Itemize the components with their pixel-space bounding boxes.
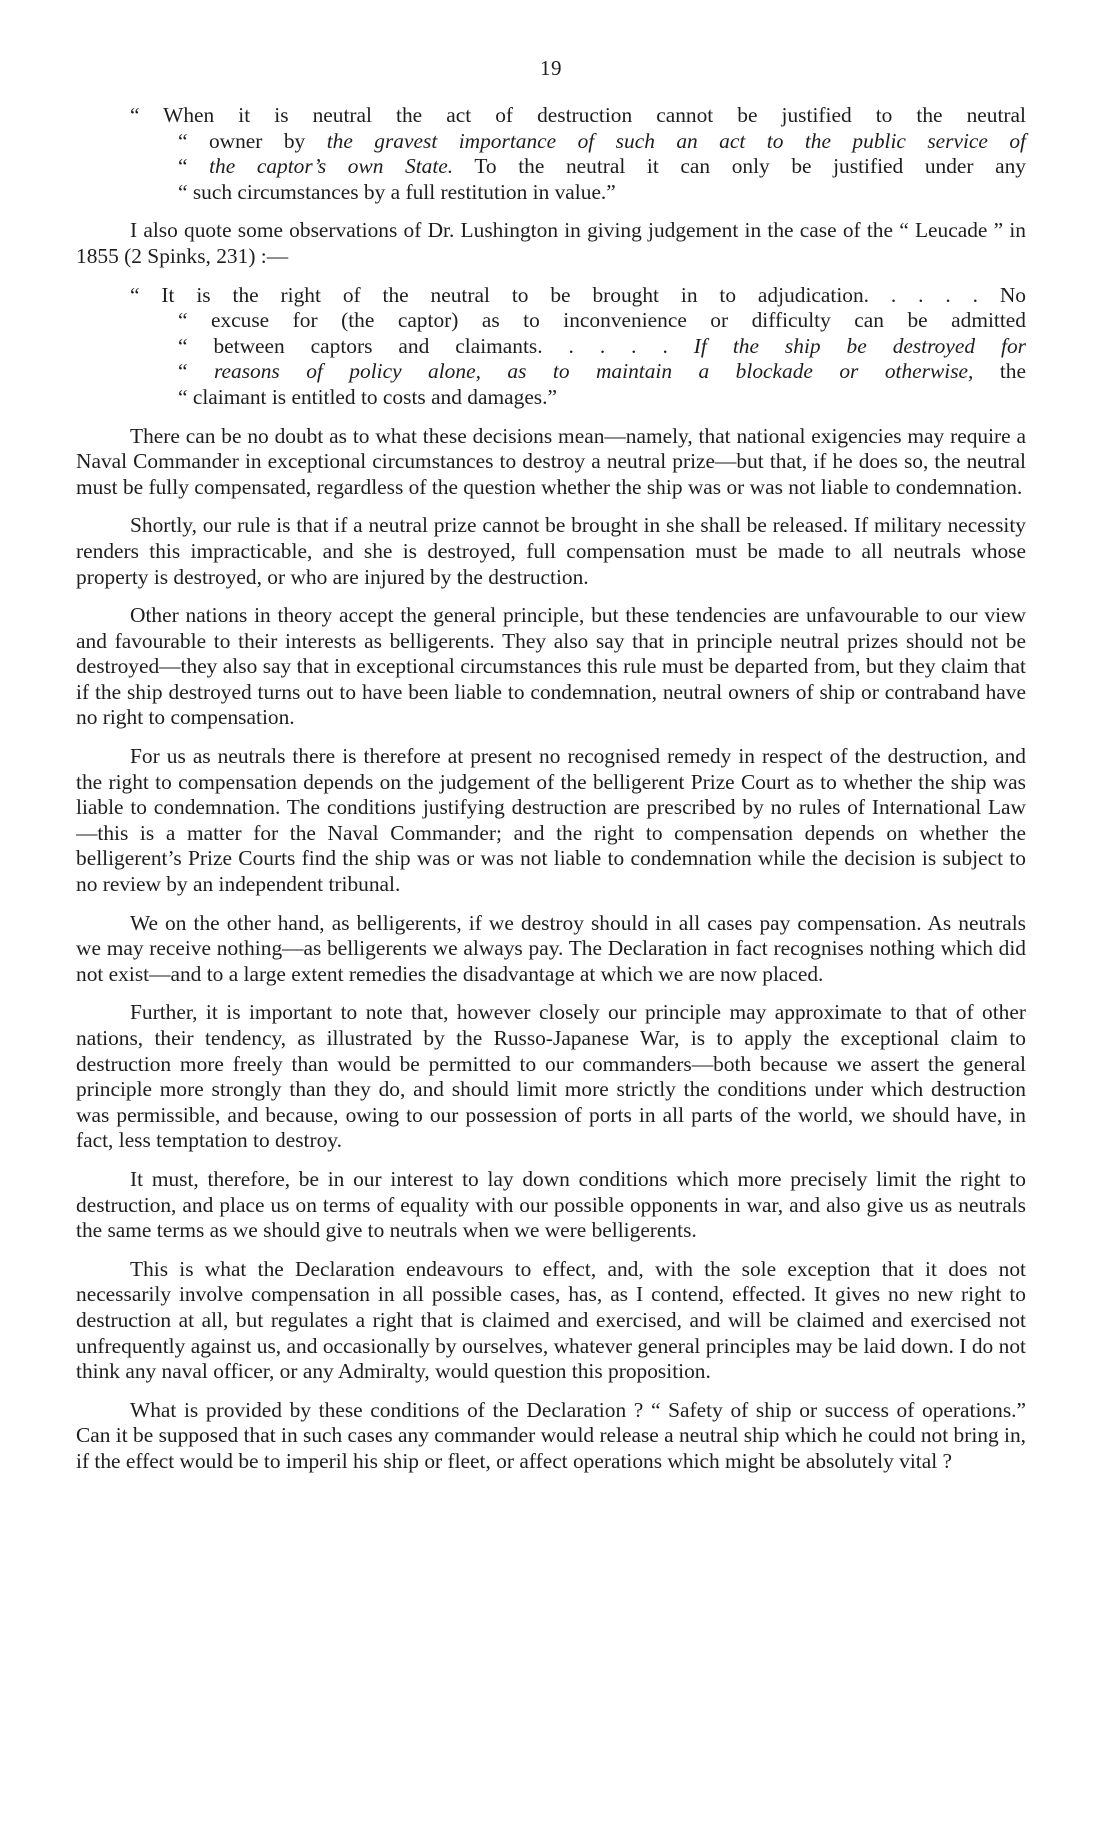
paragraph-as-belligerents: We on the other hand, as belligerents, if we destroy should in all cases pay compensation. As neutrals we may receive nothing—as belligerents we always pay. The Declaration in fact recognises nothing which did not exist—and to a large extent remedies the disadvantage at which we are now placed. xyxy=(76,910,1026,986)
quote-line: “ It is the right of the neutral to be brought in to adjudication. . . . . No xyxy=(130,282,1026,307)
paragraph-lushington-intro: I also quote some observations of Dr. Lushington in giving judgement in the case of the “ Leucade ” in 1855 (2 Spinks, 231) :— xyxy=(76,218,1026,268)
emphasis-text: If the ship be destroyed for xyxy=(693,333,1026,358)
emphasis-text: the gravest importance of such an act to the public service of xyxy=(326,128,1027,153)
quote-line: “ the captor’s own State. To the neutral it can only be justified under any xyxy=(178,154,1026,179)
paragraph-further-important: Further, it is important to note that, however closely our principle may approximate to that of other nations, their tendency, as illustrated by the Russo-Japanese War, is to apply the exceptional claim to destruction more freely than would be permitted to our commanders—both because we assert the general principle more strongly than they do, and should limit more strictly the conditions under which destruction was permissible, and because, owing to our possession of ports in all parts of the world, we should have, in fact, less temptation to destroy. xyxy=(76,1000,1026,1153)
paragraph-conditions-provided: What is provided by these conditions of the Declaration ? “ Safety of ship or success of operations.” Can it be supposed that in such cases any commander would release a neutral ship which he could not bring in, if the effect would be to imperil his ship or fleet, or affect operations which might be absolutely vital ? xyxy=(76,1397,1026,1473)
emphasis-text: reasons of policy alone, as to maintain a blockade or otherwise, xyxy=(213,359,974,384)
quote-line: “ owner by the gravest importance of such an act to the public service of xyxy=(178,128,1027,153)
paragraph-our-interest: It must, therefore, be in our interest to lay down conditions which more precisely limit the right to destruction, and place us on terms of equality with our possible opponents in war, and also give us as neutrals the same terms as we should give to neutrals when we were belligerents. xyxy=(76,1166,1026,1243)
paragraph-other-nations: Other nations in theory accept the general principle, but these tendencies are unfavourable to our view and favourable to their interests as belligerents. They also say that in principle neutral prizes should not be destroyed—they also say that in exceptional circumstances this rule must be departed from, but they claim that if the ship destroyed turns out to have been liable to condemnation, neutral owners of ship or contraband have no right to compensation. xyxy=(76,603,1026,730)
paragraph-declaration-effect: This is what the Declaration endeavours to effect, and, with the sole exception that it does not necessarily involve compensation in all possible cases, has, as I contend, effected. It gives no new right to destruction at all, but regulates a right that is claimed and exercised, and will be claimed and exercised not unfrequently against us, and occasionally by ourselves, whatever general principles may be laid down. I do not think any naval officer, or any Admiralty, would question this proposition. xyxy=(76,1256,1026,1384)
quote-line: “ reasons of policy alone, as to maintain a blockade or otherwise, the xyxy=(178,359,1026,384)
quote-line: “ When it is neutral the act of destruction cannot be justified to the neutral xyxy=(130,103,1026,127)
paragraph-decisions-meaning: There can be no doubt as to what these decisions mean—namely, that national exigencies may require a Naval Commander in exceptional circumstances to destroy a neutral prize—but that, if he does so, the neutral must be fully compensated, regardless of the question whether the ship was or was not liable to condemnation. xyxy=(76,423,1026,499)
page-body xyxy=(76,103,1026,1475)
paragraph-our-rule: Shortly, our rule is that if a neutral prize cannot be brought in she shall be released. If military necessity renders this impracticable, and she is destroyed, full compensation must be made to all neutrals whose property is destroyed, or who are injured by the destruction. xyxy=(76,513,1026,589)
block-quote-leucade xyxy=(130,283,1026,411)
document-page xyxy=(76,0,1026,1488)
quote-line: “ between captors and claimants. . . . . If the ship be destroyed for xyxy=(178,333,1026,358)
quote-line: “ claimant is entitled to costs and damages.” xyxy=(178,384,557,409)
page-number: 19 xyxy=(540,56,562,80)
quote-line: “ excuse for (the captor) as to inconvenience or difficulty can be admitted xyxy=(178,308,1026,333)
block-quote-neutral-destruction xyxy=(130,103,1026,205)
quote-line: “ such circumstances by a full restitution in value.” xyxy=(178,179,616,204)
paragraph-us-as-neutrals: For us as neutrals there is therefore at present no recognised remedy in respect of the destruction, and the right to compensation depends on the judgement of the belligerent Prize Court as to whether the ship was liable to condemnation. The conditions justifying destruction are prescribed by no rules of International Law—this is a matter for the Naval Commander; and the right to compensation depends on whether the belligerent’s Prize Courts find the ship was or was not liable to condemnation while the decision is subject to no review by an independent tribunal. xyxy=(76,744,1026,897)
emphasis-text: the captor’s own State. xyxy=(209,154,454,179)
